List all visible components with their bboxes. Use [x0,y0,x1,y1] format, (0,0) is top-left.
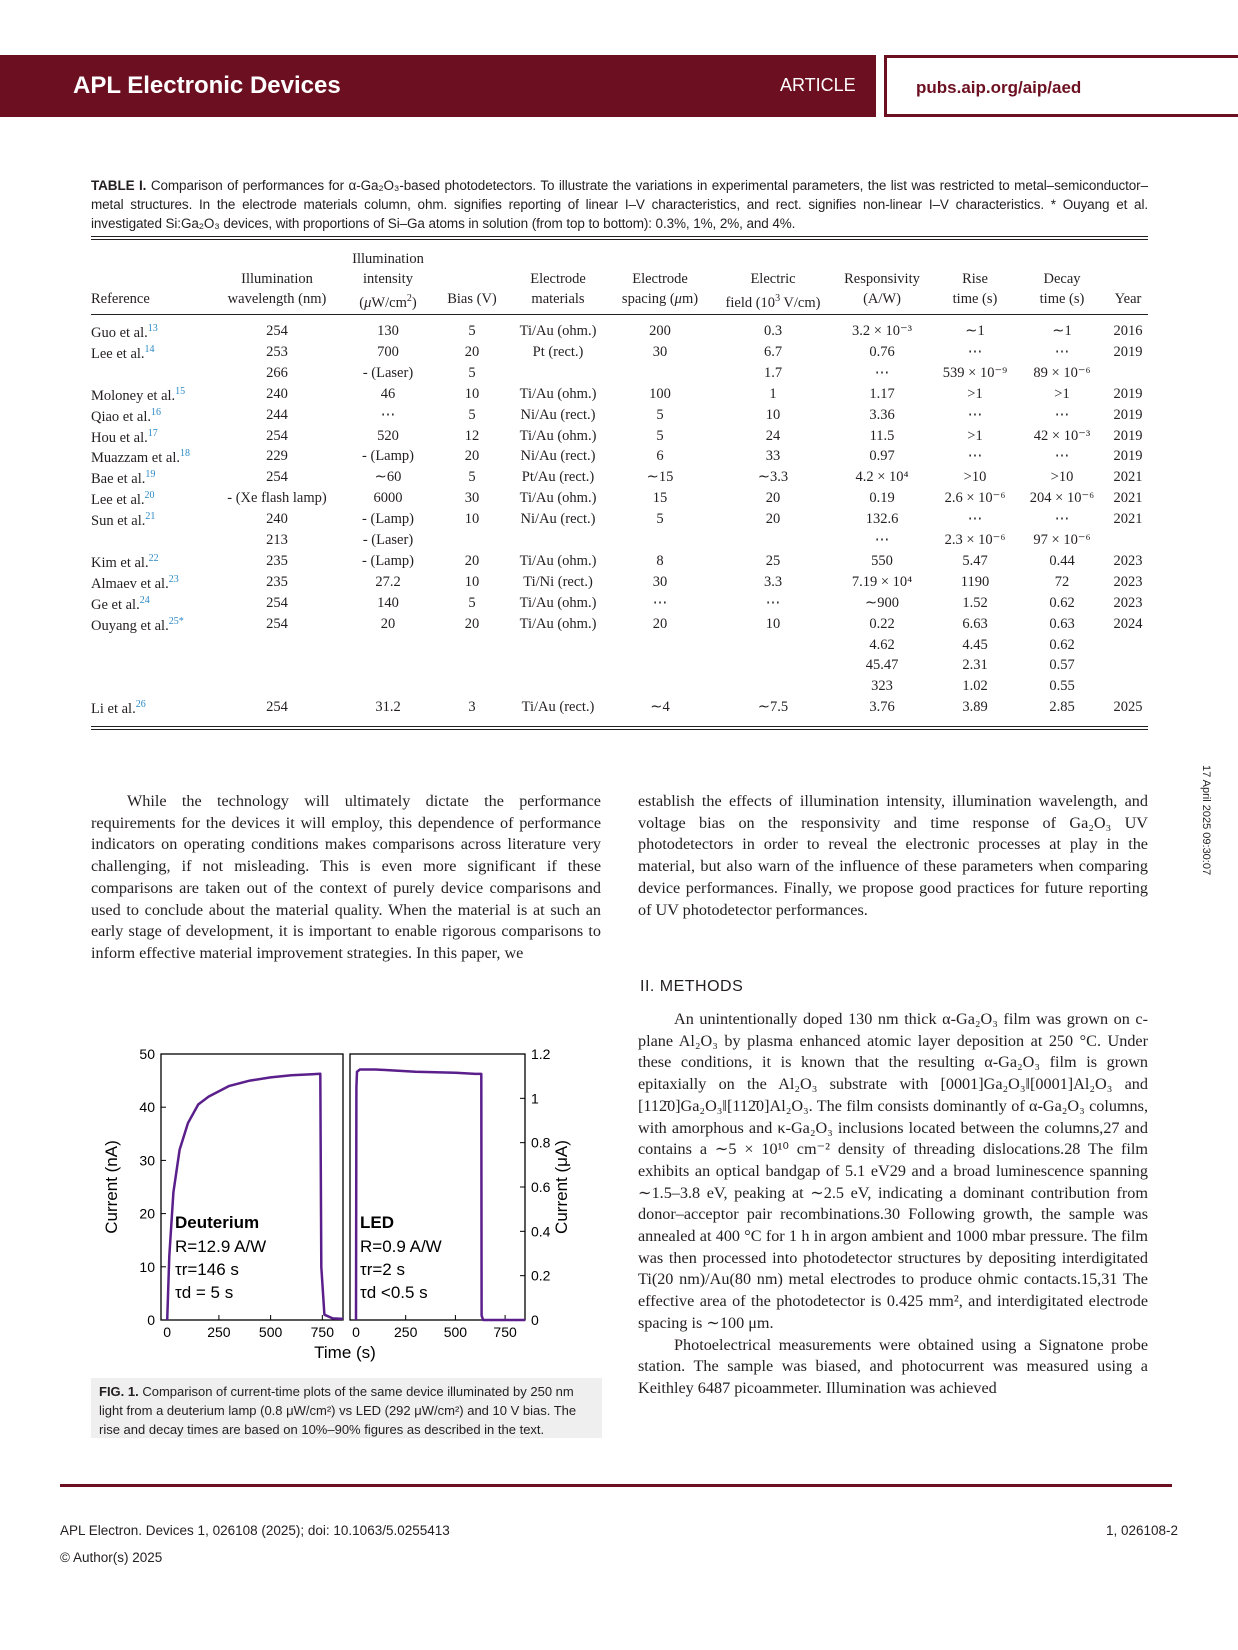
table-cell: 4.62 [869,636,895,653]
table-cell: ⋯ [874,532,890,548]
article-type: ARTICLE [780,75,856,95]
table-cell: 15 [652,490,668,507]
table-cell: 25 [765,552,781,569]
x-axis-label: Time (s) [314,1343,376,1362]
reference-name: Bae et al. [91,471,146,488]
journal-url-link[interactable]: pubs.aip.org/aip/aed [916,78,1082,97]
citation-link[interactable]: 23 [168,573,179,585]
table-cell: 20 [652,615,668,632]
table-cell: 12 [464,427,480,444]
y-tick-label: 0.6 [531,1179,551,1195]
footer-citation: APL Electron. Devices 1, 026108 (2025); doi: 10.1063/5.0255413 [60,1523,450,1538]
table-cell: 7.19 × 10⁴ [851,573,913,590]
col-header-spacing: Electrode spacing (μm) [621,271,699,307]
table-cell: - (Laser) [362,364,414,381]
table-bottom-rule-2 [91,729,1148,730]
table-cell: 4.2 × 10⁴ [855,469,909,486]
citation-link[interactable]: 14 [144,343,155,355]
methods-section [638,1009,1148,1400]
col-header-bias: Bias (V) [447,291,497,307]
table-cell: 1 [769,385,777,402]
col-header-electrode-materials: Electrode materials [530,271,586,307]
table-cell: 33 [765,448,781,465]
table-cell: 5 [468,323,476,339]
table-cell: ⋯ [1054,448,1070,465]
citation-link[interactable]: 25* [168,615,184,627]
y-axis-label-right: Current (μA) [552,1140,571,1234]
table-cell: 5 [656,427,664,444]
figure-1-chart [95,1030,605,1370]
reference-name: Guo et al. [91,324,148,341]
table-cell: 550 [871,552,893,569]
table-cell: 2023 [1113,552,1143,569]
col-header-rise: Rise time (s) [952,271,998,307]
table-cell: 132.6 [865,511,899,528]
table-cell: 1.7 [763,364,783,381]
table-cell: 266 [266,364,288,381]
reference-name: Almaev et al. [91,575,169,592]
table-cell: ⋯ [1054,511,1070,528]
table-cell: 11.5 [869,427,895,444]
table-cell: 2.3 × 10⁻⁶ [944,532,1006,548]
table-cell: 539 × 10⁻⁹ [942,364,1008,381]
figure-caption-text: Comparison of current-time plots of the same device illuminated by 250 nm light from a deuterium lamp (0.8 μW/cm²) vs LED (292 μW/cm²) and 10 V bias. The rise and decay times are based on 10%–90% figures as described in the text. [99,1384,577,1437]
table-cell: 5 [468,594,476,611]
table-cell: 254 [266,427,288,444]
table-cell: 10 [765,406,781,423]
table-cell: 10 [464,573,480,590]
y-tick-label: 0 [147,1312,155,1328]
y-axis-label-left: Current (nA) [102,1140,121,1234]
x-tick-label: 500 [443,1324,468,1340]
citation-link[interactable]: 24 [139,594,150,606]
table-cell: ⋯ [1054,406,1070,423]
table-cell: 5 [656,406,664,423]
table-cell: 10 [765,615,781,632]
table-cell: 24 [765,427,781,444]
reference-name: Lee et al. [91,345,145,362]
table-cell: >10 [1050,469,1074,486]
table-cell: 1.17 [869,385,895,402]
table-cell: 2019 [1113,448,1143,465]
table-cell-reference [91,448,190,467]
table-cell: 72 [1054,573,1070,590]
table-cell: 0.62 [1049,636,1075,653]
methods-paragraph-2: Photoelectrical measurements were obtained using a Signatone probe station. The sample was biased, and photocurrent was measured using a Keithley 6487 picoammeter. Illumination was achieved [638,1335,1148,1397]
y-tick-label: 0.2 [531,1267,551,1284]
y-tick-label: 0 [531,1312,539,1328]
table-cell: 254 [266,323,288,339]
table-cell: ∼1 [965,323,985,339]
table-cell-reference [91,574,179,593]
citation-link[interactable]: 26 [135,699,146,711]
table-cell: 6.63 [962,615,988,632]
table-bottom-rule [91,726,1148,727]
table-cell: 8 [656,552,664,569]
methods-heading: II. METHODS [640,978,744,995]
table-cell: 0.76 [869,343,895,360]
table-cell: 97 × 10⁻⁶ [1033,532,1091,548]
table-cell: 5 [656,511,664,528]
reference-name: Li et al. [91,701,136,718]
table-cell: 89 × 10⁻⁶ [1033,364,1091,381]
table-cell: 20 [765,490,781,507]
table-cell: 2.6 × 10⁻⁶ [944,490,1006,507]
panel-title-deuterium: Deuterium [175,1213,260,1232]
table-cell: 130 [377,323,399,339]
table-cell: 3.2 × 10⁻³ [851,323,913,339]
table-caption [91,176,1148,233]
y-tick-label: 0.8 [531,1134,551,1151]
table-cell: 0.19 [869,490,895,507]
table-cell: - (Lamp) [362,448,414,465]
reference-name: Lee et al. [91,492,145,509]
table-cell: 2.85 [1049,699,1075,716]
table-cell: 0.57 [1049,657,1075,674]
reference-name: Hou et al. [91,429,148,446]
citation-link[interactable]: 15 [175,385,186,397]
table-cell: 30 [464,490,480,507]
table-cell: 100 [649,385,671,402]
table-cell: 20 [464,615,480,632]
table-cell-reference [91,407,161,426]
table-cell: 3.3 [763,573,783,590]
table-cell: 2023 [1113,573,1143,590]
table-cell: 2021 [1113,490,1143,507]
reference-name: Qiao et al. [91,408,151,425]
table-cell: ⋯ [765,594,781,611]
table-cell: ∼15 [646,469,674,486]
table-cell: 700 [377,343,399,360]
table-cell-reference [91,428,158,447]
table-cell: ∼7.5 [757,699,789,716]
table-cell: ∼900 [865,594,899,611]
table-cell: ∼4 [650,699,670,716]
table-cell: >1 [967,427,983,444]
table-cell: Ti/Ni (rect.) [523,573,593,590]
col-header-wavelength: Illumination wavelength (nm) [227,271,327,307]
table-cell: >1 [967,385,983,402]
table-cell: 6000 [373,490,403,507]
table-cell: 5 [468,406,476,423]
table-cell-reference [91,344,155,363]
table-cell: 520 [377,427,399,444]
table-cell: 253 [266,343,288,360]
intro-continuation: establish the effects of illumination intensity, illumination wavelength, and voltage bias on the responsivity and time response of Ga₂O₃ UV photodetectors in order to reveal the electronic processes at play in the material, but also warn of the influence of these parameters when comparing device performances. Finally, we propose good practices for future reporting of UV photodetector performances. [638,792,1148,919]
table-cell: 0.63 [1049,615,1075,632]
table-cell: ⋯ [652,594,668,611]
col-header-year: Year [1114,291,1142,307]
table-cell: 5.47 [962,552,988,569]
x-tick-label: 750 [310,1324,334,1340]
y-tick-label: 0.4 [531,1223,551,1240]
plot-frame [350,1054,525,1320]
table-cell: 2019 [1113,427,1143,444]
reference-name: Kim et al. [91,554,149,571]
table-cell: Ni/Au (rect.) [520,511,596,528]
table-cell: ∼60 [374,469,402,486]
table-cell: ⋯ [967,406,983,423]
table-label: TABLE I. [91,178,147,193]
table-cell: - (Lamp) [362,511,414,528]
table-cell: 5 [468,469,476,486]
table-cell: 235 [266,573,288,590]
panel-annot-responsivity: R=12.9 A/W [175,1237,267,1256]
table-cell: 30 [652,343,668,360]
table-cell: 45.47 [865,657,899,674]
table-cell: 20 [464,448,480,465]
y-tick-label: 10 [139,1258,155,1275]
table-cell-reference [91,469,155,488]
table-cell: 1.52 [962,594,988,611]
x-tick-label: 0 [163,1324,172,1340]
table-cell: 4.45 [962,636,988,653]
table-cell: Ti/Au (ohm.) [519,490,597,507]
figure-caption [91,1378,602,1438]
table-cell: 31.2 [375,699,401,716]
table-cell: 240 [266,385,288,402]
col-header-field: Electric field ($10^3$ V/cm) [725,271,821,311]
table-cell: >10 [963,469,987,486]
table-cell-reference [91,553,159,572]
x-tick-label: 250 [394,1324,418,1340]
reference-name: Ouyang et al. [91,617,169,634]
table-cell-reference [91,386,185,405]
table-cell: 1190 [960,573,990,590]
citation-link[interactable]: 13 [147,323,158,334]
table-cell: 3.36 [869,406,895,423]
citation-link[interactable]: 20 [144,490,155,502]
table-cell: 6 [656,448,664,465]
panel-title-led: LED [360,1213,394,1232]
x-tick-label: 0 [352,1324,360,1340]
table-cell: ⋯ [967,448,983,465]
footer-rule [60,1484,1172,1487]
citation-link[interactable]: 19 [145,469,156,481]
table-cell: 0.44 [1049,552,1075,569]
x-tick-label: 500 [258,1324,283,1340]
table-cell: Ti/Au (ohm.) [519,385,597,402]
table-cell: 213 [266,532,288,548]
table-cell: 2019 [1113,385,1143,402]
citation-link[interactable]: 16 [151,406,161,418]
panel-annot-responsivity: R=0.9 A/W [360,1237,442,1256]
table-cell: Ni/Au (rect.) [520,406,596,423]
table-cell: Ti/Au (ohm.) [519,552,597,569]
col-header-reference: Reference [91,291,150,307]
footer-page: 1, 026108-2 [1105,1523,1178,1538]
y-tick-label: 1 [531,1090,539,1107]
y-tick-label: 50 [139,1046,155,1062]
y-tick-label: 40 [139,1099,155,1116]
reference-name: Ge et al. [91,596,140,613]
left-column [91,791,601,965]
citation-link[interactable]: 17 [147,427,158,439]
table-cell: ∼3.3 [757,469,789,486]
table-cell: Ti/Au (ohm.) [519,323,597,339]
table-cell: 0.22 [869,615,895,632]
table-cell: Pt (rect.) [532,343,584,360]
col-header-intensity: Illumination intensity $(\mu W/cm^2)$ [352,251,424,311]
col-header-responsivity: Responsivity (A/W) [844,271,920,307]
table-cell: 254 [266,615,288,632]
table-cell: 1.02 [962,678,988,695]
intro-paragraph: While the technology will ultimately dictate the performance requirements for the devices it will employ, this dependence of performance indicators on operating conditions makes comparisons across literature very challenging, if not misleading. This is even more significant if these comparisons are taken out of the context of purely device comparisons and used to conclude about the material quality. When the material is at such an early stage of development, it is important to enable rigorous comparisons to inform effective material improvement strategies. In this paper, we [91,792,601,962]
table-top-rule [91,236,1148,237]
table-cell: 140 [377,594,399,611]
table-cell: Pt/Au (rect.) [521,469,595,486]
table-cell: Ni/Au (rect.) [520,448,596,465]
table-top-rule-2 [91,239,1148,240]
table-cell: Ti/Au (ohm.) [519,615,597,632]
table-cell: ⋯ [380,406,396,423]
table-cell: - (Laser) [362,532,414,548]
table-cell-reference [91,490,155,509]
table-cell-reference [91,616,184,635]
table-cell: 2016 [1113,323,1143,339]
table-cell: 235 [266,552,288,569]
table-cell: 2021 [1113,511,1143,528]
table-cell: Ti/Au (ohm.) [519,594,597,611]
table-cell-reference [91,511,155,530]
table-cell: 6.7 [763,343,783,360]
table-cell: 254 [266,469,288,486]
table-cell: 0.97 [869,448,895,465]
table-cell: Ti/Au (ohm.) [519,427,597,444]
table-cell: 2021 [1113,469,1143,486]
table-cell: 240 [266,511,288,528]
table-cell: 10 [464,385,480,402]
table-cell: 204 × 10⁻⁶ [1029,490,1095,507]
table-cell: 229 [266,448,288,465]
table-cell: 2025 [1113,699,1143,716]
table-cell-reference [91,699,146,718]
table-cell: 3.76 [869,699,895,716]
table-cell: 2024 [1113,615,1143,632]
download-date: 17 April 2025 09:30:07 [1200,765,1212,876]
table-cell: 30 [652,573,668,590]
table-cell: - (Xe flash lamp) [227,490,327,507]
table-header-rule [91,314,1148,315]
table-caption-text: Comparison of performances for α-Ga₂O₃-based photodetectors. To illustrate the variations in experimental parameters, the list was restricted to metal–semiconductor–metal structures. In the electrode materials column, ohm. signifies reporting of linear I–V characteristics, and rect. signifies non-linear I–V characteristics. * Ouyang et al. investigated Si:Ga₂O₃ devices, with proportions of Si–Ga atoms in solution (from top to bottom): 0.3%, 1%, 2%, and 4%. [91,178,1148,231]
table-cell: 5 [468,364,476,381]
citation-link[interactable]: 21 [145,511,156,523]
methods-paragraph-1: An unintentionally doped 130 nm thick α-Ga₂O₃ film was grown on c-plane Al₂O₃ by plasma enhanced atomic layer deposition at 250 °C. Under these conditions, it is known that the resulting α-Ga₂O₃ film is grown epitaxially on the Al₂O₃ substrate with [0001]Ga₂O₃‖[0001]Al₂O₃ and [112̄0]Ga₂O₃‖[112̄0]Al₂O₃. The film consists dominantly of α-Ga₂O₃ columns, with amorphous and κ-Ga₂O₃ inclusions located between the columns,27 and contains a ∼5 × 10¹⁰ cm⁻² density of threading dislocations.28 The film exhibits an optical bandgap of 5.1 eV29 and a broad luminescence spanning ∼1.5–3.8 eV, peaking at ∼2.5 eV, indicating a dominant contribution from donor–acceptor pair recombinations.30 Following growth, the sample was annealed at 400 °C for 1 h in argon ambient and 1000 mbar pressure. The film was then processed into photodetector structures by depositing interdigitated Ti(20 nm)/Au(80 nm) metal electrodes to produce ohmic contacts.15,31 The effective area of the photodetector is 0.425 mm², and interdigitated electrode spacing is ∼100 μm. [638,1010,1148,1332]
table-cell: ⋯ [967,511,983,528]
table-cell: ⋯ [1054,343,1070,360]
citation-link[interactable]: 22 [148,552,159,564]
table-cell: 20 [380,615,396,632]
table-cell: 10 [464,511,480,528]
y-tick-label: 20 [139,1205,155,1222]
table-cell: 20 [464,343,480,360]
reference-name: Muazzam et al. [91,450,180,467]
table-cell: 20 [765,511,781,528]
table-cell: >1 [1054,385,1070,402]
table-cell: 27.2 [375,573,401,590]
reference-name: Sun et al. [91,512,146,529]
table-cell: 3.89 [962,699,988,716]
panel-annot-decay: τd <0.5 s [360,1283,428,1302]
table-cell: 254 [266,699,288,716]
table-cell: Ti/Au (rect.) [521,699,595,716]
citation-link[interactable]: 18 [179,448,190,460]
table-cell: 0.62 [1049,594,1075,611]
table-cell: 254 [266,594,288,611]
right-column-intro [638,791,1148,921]
figure-label: FIG. 1. [99,1384,139,1399]
table-cell: 323 [871,678,893,695]
y-tick-label: 30 [139,1152,155,1169]
table-cell: 0.55 [1049,678,1075,695]
table-cell: - (Lamp) [362,552,414,569]
panel-annot-decay: τd = 5 s [175,1283,234,1302]
table-cell: 3 [468,699,476,716]
x-tick-label: 750 [493,1324,517,1340]
reference-name: Moloney et al. [91,387,176,404]
table-cell: ∼1 [1052,323,1072,339]
table-cell: 244 [266,406,288,423]
table-cell: 46 [380,385,396,402]
table-cell-reference [91,323,158,342]
table-cell: ⋯ [967,343,983,360]
table-cell: ⋯ [874,364,890,381]
col-header-decay: Decay time (s) [1039,271,1085,307]
panel-annot-rise: τr=2 s [360,1260,405,1279]
journal-title: APL Electronic Devices [73,72,341,99]
table-cell: 2023 [1113,594,1143,611]
table-cell: 0.3 [763,323,783,339]
table-cell: 200 [649,323,671,339]
y-tick-label: 1.2 [531,1046,551,1062]
footer-copyright: © Author(s) 2025 [60,1550,163,1565]
panel-annot-rise: τr=146 s [175,1260,239,1279]
table-cell: 2.31 [962,657,988,674]
table-cell-reference [91,595,150,614]
plot-frame [161,1054,343,1320]
table-cell: 42 × 10⁻³ [1033,427,1091,444]
table-cell: 2019 [1113,343,1143,360]
table-cell: 20 [464,552,480,569]
x-tick-label: 250 [207,1324,231,1340]
table-cell: 2019 [1113,406,1143,423]
